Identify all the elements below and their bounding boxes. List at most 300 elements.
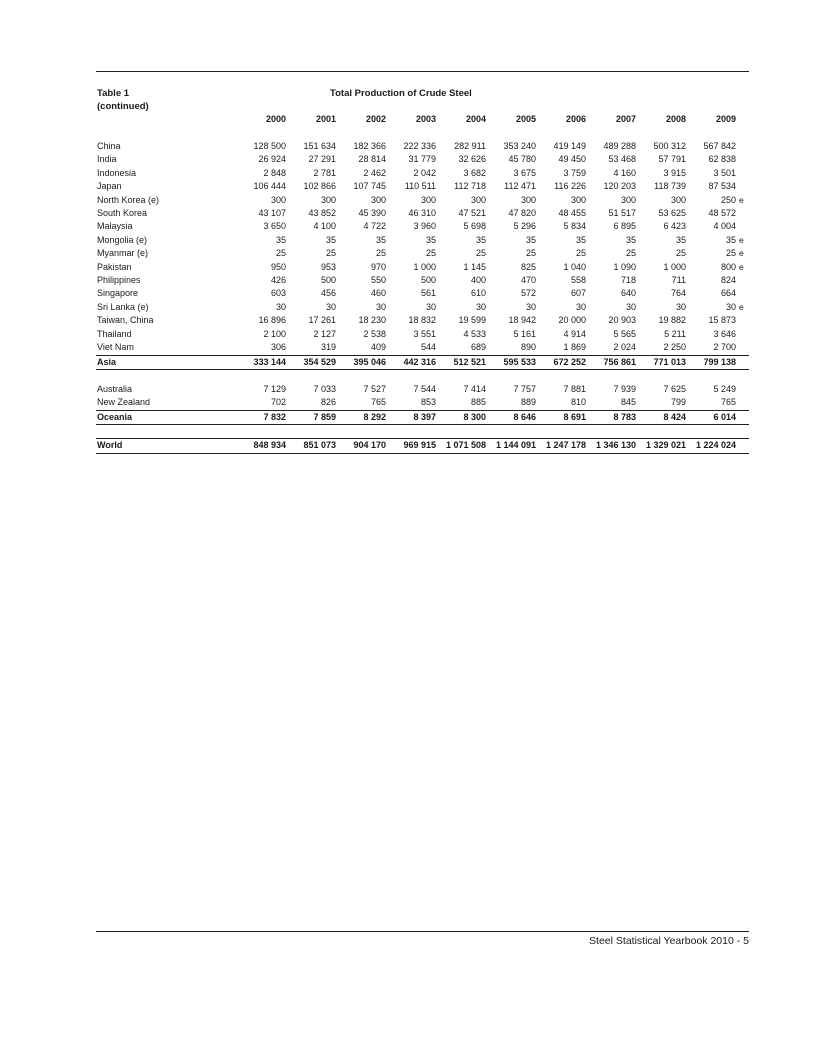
value-cell: 3 915	[663, 167, 686, 178]
value-cell: 689	[470, 342, 486, 353]
value-cell: 25	[625, 248, 636, 259]
value-cell: 4 100	[313, 221, 336, 232]
estimate-flag: e	[739, 248, 744, 259]
asia-total-row	[96, 355, 749, 369]
value-cell: 890	[520, 342, 536, 353]
table-row	[96, 301, 749, 314]
value-cell: 4 914	[563, 328, 586, 339]
value-cell: 456	[320, 288, 336, 299]
value-cell: 112 471	[504, 181, 536, 192]
year-header: 2008	[665, 114, 686, 124]
row-label: India	[97, 154, 117, 165]
year-header: 2007	[615, 114, 636, 124]
value-cell: 35	[325, 234, 336, 245]
value-cell: 550	[370, 275, 386, 286]
value-cell: 512 521	[436, 355, 486, 369]
flag-blank	[736, 220, 749, 233]
value-cell: 25	[275, 248, 286, 259]
value-cell: 2 848	[263, 167, 286, 178]
flag-blank	[736, 180, 749, 193]
value-cell: 30	[525, 301, 536, 312]
world-total-row	[96, 439, 749, 453]
value-cell: 306	[270, 342, 286, 353]
value-cell: 32 626	[458, 154, 486, 165]
value-cell: 35	[425, 234, 436, 245]
value-cell: 969 915	[386, 439, 436, 453]
value-cell: 4 722	[363, 221, 386, 232]
value-cell: 18 230	[358, 315, 386, 326]
value-cell: 20 903	[608, 315, 636, 326]
flag-blank	[736, 153, 749, 166]
value-cell: 48 455	[558, 208, 586, 219]
value-cell: 300	[320, 194, 336, 205]
value-cell: 610	[470, 288, 486, 299]
value-cell: 3 646	[713, 328, 736, 339]
value-cell: 2 781	[313, 167, 336, 178]
table-row	[96, 261, 749, 274]
value-cell: 7 757	[513, 383, 536, 394]
value-cell: 25	[725, 248, 736, 259]
value-cell: 25	[675, 248, 686, 259]
footer-rule	[96, 931, 749, 932]
value-cell: 35	[675, 234, 686, 245]
value-cell: 43 852	[308, 208, 336, 219]
value-cell: 118 739	[654, 181, 686, 192]
value-cell: 26 924	[258, 154, 286, 165]
table-row	[96, 247, 749, 260]
value-cell: 845	[620, 397, 636, 408]
value-cell: 35	[575, 234, 586, 245]
value-cell: 30	[275, 301, 286, 312]
value-cell: 419 149	[553, 141, 586, 151]
value-cell: 120 203	[603, 181, 636, 192]
value-cell: 2 250	[663, 342, 686, 353]
value-cell: 31 779	[408, 154, 436, 165]
value-cell: 8 646	[486, 410, 536, 424]
value-cell: 851 073	[286, 439, 336, 453]
value-cell: 48 572	[708, 208, 736, 219]
value-cell: 300	[520, 194, 536, 205]
value-cell: 333 144	[236, 355, 286, 369]
value-cell: 442 316	[386, 355, 436, 369]
value-cell: 7 625	[663, 383, 686, 394]
value-cell: 500	[420, 275, 436, 286]
value-cell: 30	[325, 301, 336, 312]
crude-steel-table	[96, 111, 749, 454]
spacer-row	[96, 369, 749, 383]
value-cell: 8 300	[436, 410, 486, 424]
row-label: Malaysia	[97, 221, 133, 232]
flag-blank	[736, 274, 749, 287]
value-cell: 8 691	[536, 410, 586, 424]
value-cell: 25	[325, 248, 336, 259]
value-cell: 640	[620, 288, 636, 299]
value-cell: 664	[720, 288, 736, 299]
flag-blank	[736, 410, 749, 424]
value-cell: 800	[720, 261, 736, 272]
value-cell: 62 838	[708, 154, 736, 165]
flag-blank	[736, 314, 749, 327]
table-title: Total Production of Crude Steel	[330, 88, 472, 99]
value-cell: 128 500	[253, 141, 286, 151]
value-cell: 30	[625, 301, 636, 312]
value-cell: 4 004	[713, 221, 736, 232]
value-cell: 300	[270, 194, 286, 205]
value-cell: 765	[370, 397, 386, 408]
flag-blank	[736, 383, 749, 396]
row-label: Myanmar (e)	[97, 248, 149, 259]
year-header: 2005	[515, 114, 536, 124]
value-cell: 46 310	[408, 208, 436, 219]
value-cell: 3 682	[463, 167, 486, 178]
table-row	[96, 180, 749, 193]
value-cell: 7 033	[313, 383, 336, 394]
value-cell: 25	[575, 248, 586, 259]
value-cell: 8 292	[336, 410, 386, 424]
flag-blank	[736, 396, 749, 410]
value-cell: 1 000	[663, 261, 686, 272]
value-cell: 970	[370, 261, 386, 272]
value-cell: 110 511	[404, 181, 436, 192]
value-cell: 282 911	[454, 141, 486, 151]
row-label: Japan	[97, 181, 122, 192]
value-cell: 3 551	[413, 328, 436, 339]
value-cell: 2 462	[363, 167, 386, 178]
value-cell: 3 501	[713, 167, 736, 178]
table-continued-note: (continued)	[97, 101, 149, 112]
table-row	[96, 341, 749, 355]
flag-blank	[736, 328, 749, 341]
value-cell: 2 127	[313, 328, 336, 339]
value-cell: 25	[425, 248, 436, 259]
header-blank	[96, 111, 236, 127]
value-cell: 500	[320, 275, 336, 286]
table-caption	[97, 87, 149, 113]
value-cell: 102 866	[303, 181, 336, 192]
flag-blank	[736, 355, 749, 369]
estimate-flag: e	[739, 301, 744, 312]
value-cell: 300	[570, 194, 586, 205]
value-cell: 764	[670, 288, 686, 299]
value-cell: 607	[570, 288, 586, 299]
spacer-cell	[96, 127, 749, 140]
table-row	[96, 314, 749, 327]
value-cell: 470	[520, 275, 536, 286]
value-cell: 25	[375, 248, 386, 259]
value-cell: 16 896	[258, 315, 286, 326]
value-cell: 595 533	[486, 355, 536, 369]
row-label: South Korea	[97, 208, 148, 219]
row-label: China	[97, 141, 121, 151]
value-cell: 45 390	[358, 208, 386, 219]
value-cell: 4 533	[463, 328, 486, 339]
value-cell: 4 160	[613, 167, 636, 178]
value-cell: 354 529	[286, 355, 336, 369]
spacer-row	[96, 127, 749, 140]
value-cell: 30	[675, 301, 686, 312]
value-cell: 489 288	[603, 141, 636, 151]
flag-blank	[736, 207, 749, 220]
year-header: 2002	[365, 114, 386, 124]
value-cell: 5 161	[513, 328, 536, 339]
row-label: World	[96, 439, 236, 453]
value-cell: 35	[375, 234, 386, 245]
value-cell: 25	[525, 248, 536, 259]
flag-blank	[736, 439, 749, 453]
value-cell: 1 040	[563, 261, 586, 272]
value-cell: 7 527	[363, 383, 386, 394]
year-header: 2004	[465, 114, 486, 124]
table-row	[96, 153, 749, 166]
value-cell: 151 634	[303, 141, 336, 151]
value-cell: 43 107	[258, 208, 286, 219]
table-row	[96, 167, 749, 180]
value-cell: 53 625	[658, 208, 686, 219]
value-cell: 825	[520, 261, 536, 272]
table-row	[96, 140, 749, 153]
value-cell: 953	[320, 261, 336, 272]
value-cell: 27 291	[308, 154, 336, 165]
row-label: Oceania	[96, 410, 236, 424]
value-cell: 8 397	[386, 410, 436, 424]
value-cell: 885	[470, 397, 486, 408]
value-cell: 2 538	[363, 328, 386, 339]
value-cell: 51 517	[608, 208, 636, 219]
value-cell: 950	[270, 261, 286, 272]
value-cell: 45 780	[508, 154, 536, 165]
value-cell: 87 534	[708, 181, 736, 192]
value-cell: 1 144 091	[486, 439, 536, 453]
value-cell: 8 424	[636, 410, 686, 424]
year-header-row	[96, 111, 749, 127]
value-cell: 409	[370, 342, 386, 353]
value-cell: 53 468	[608, 154, 636, 165]
value-cell: 6 423	[663, 221, 686, 232]
value-cell: 711	[671, 275, 686, 286]
row-label: Pakistan	[97, 261, 132, 272]
value-cell: 17 261	[308, 315, 336, 326]
value-cell: 116 226	[554, 181, 586, 192]
table-row	[96, 396, 749, 410]
row-label: Thailand	[97, 328, 132, 339]
value-cell: 7 129	[263, 383, 286, 394]
value-cell: 672 252	[536, 355, 586, 369]
year-header: 2009	[715, 114, 736, 124]
value-cell: 7 859	[286, 410, 336, 424]
value-cell: 904 170	[336, 439, 386, 453]
value-cell: 300	[370, 194, 386, 205]
table-row	[96, 194, 749, 207]
value-cell: 300	[420, 194, 436, 205]
value-cell: 222 336	[403, 141, 436, 151]
value-cell: 2 700	[713, 342, 736, 353]
value-cell: 2 024	[613, 342, 636, 353]
flag-blank	[736, 287, 749, 300]
value-cell: 30	[425, 301, 436, 312]
value-cell: 30	[725, 301, 736, 312]
value-cell: 15 873	[708, 315, 736, 326]
value-cell: 544	[420, 342, 436, 353]
value-cell: 824	[720, 275, 736, 286]
table-label: Table 1	[97, 88, 130, 99]
year-header: 2003	[415, 114, 436, 124]
value-cell: 500 312	[653, 141, 686, 151]
value-cell: 561	[420, 288, 436, 299]
value-cell: 848 934	[236, 439, 286, 453]
value-cell: 7 544	[413, 383, 436, 394]
value-cell: 300	[470, 194, 486, 205]
row-label: Australia	[97, 383, 133, 394]
row-label: Mongolia (e)	[97, 234, 148, 245]
value-cell: 18 942	[508, 315, 536, 326]
row-label: North Korea (e)	[97, 194, 160, 205]
value-cell: 756 861	[586, 355, 636, 369]
value-cell: 28 814	[358, 154, 386, 165]
value-cell: 460	[370, 288, 386, 299]
oceania-total-row	[96, 410, 749, 424]
flag-blank	[736, 167, 749, 180]
value-cell: 6 014	[686, 410, 736, 424]
table-row	[96, 274, 749, 287]
value-cell: 1 145	[463, 261, 486, 272]
value-cell: 106 444	[253, 181, 286, 192]
value-cell: 771 013	[636, 355, 686, 369]
value-cell: 1 224 024	[686, 439, 736, 453]
row-label: Indonesia	[97, 167, 137, 178]
value-cell: 5 296	[513, 221, 536, 232]
value-cell: 25	[475, 248, 486, 259]
value-cell: 30	[475, 301, 486, 312]
value-cell: 5 249	[713, 383, 736, 394]
value-cell: 765	[720, 397, 736, 408]
value-cell: 2 100	[263, 328, 286, 339]
estimate-flag: e	[739, 261, 744, 272]
estimate-flag: e	[739, 194, 744, 205]
value-cell: 47 820	[508, 208, 536, 219]
value-cell: 3 650	[263, 221, 286, 232]
row-label: Asia	[96, 355, 236, 369]
value-cell: 3 675	[513, 167, 536, 178]
flag-blank	[736, 341, 749, 355]
value-cell: 2 042	[413, 167, 436, 178]
value-cell: 20 000	[558, 315, 586, 326]
spacer-cell	[96, 369, 749, 383]
row-label: Singapore	[97, 288, 139, 299]
flag-blank	[736, 140, 749, 153]
value-cell: 572	[520, 288, 536, 299]
value-cell: 49 450	[558, 154, 586, 165]
value-cell: 426	[270, 275, 286, 286]
value-cell: 603	[270, 288, 286, 299]
value-cell: 182 366	[353, 141, 386, 151]
row-label: New Zealand	[97, 397, 151, 408]
value-cell: 8 783	[586, 410, 636, 424]
value-cell: 889	[520, 397, 536, 408]
value-cell: 5 698	[463, 221, 486, 232]
value-cell: 30	[375, 301, 386, 312]
value-cell: 558	[570, 275, 586, 286]
value-cell: 353 240	[503, 141, 536, 151]
table-row	[96, 383, 749, 396]
value-cell: 1 247 178	[536, 439, 586, 453]
value-cell: 7 414	[463, 383, 486, 394]
table-row	[96, 328, 749, 341]
value-cell: 5 565	[613, 328, 636, 339]
value-cell: 1 071 508	[436, 439, 486, 453]
value-cell: 810	[570, 397, 586, 408]
value-cell: 799	[670, 397, 686, 408]
value-cell: 1 090	[613, 261, 636, 272]
table-row	[96, 220, 749, 233]
value-cell: 319	[320, 342, 336, 353]
value-cell: 300	[620, 194, 636, 205]
row-label: Viet Nam	[97, 342, 134, 353]
value-cell: 7 881	[563, 383, 586, 394]
value-cell: 107 745	[353, 181, 386, 192]
year-header: 2006	[565, 114, 586, 124]
value-cell: 300	[670, 194, 686, 205]
value-cell: 853	[420, 397, 436, 408]
value-cell: 7 832	[236, 410, 286, 424]
value-cell: 19 882	[658, 315, 686, 326]
value-cell: 47 521	[458, 208, 486, 219]
value-cell: 35	[475, 234, 486, 245]
row-label: Taiwan, China	[97, 315, 154, 326]
value-cell: 112 718	[454, 181, 486, 192]
top-rule	[96, 71, 749, 72]
value-cell: 3 960	[413, 221, 436, 232]
row-label: Philippines	[97, 275, 141, 286]
table-body	[96, 127, 749, 453]
value-cell: 19 599	[458, 315, 486, 326]
value-cell: 57 791	[658, 154, 686, 165]
value-cell: 30	[575, 301, 586, 312]
value-cell: 400	[470, 275, 486, 286]
estimate-flag: e	[739, 234, 744, 245]
value-cell: 826	[320, 397, 336, 408]
value-cell: 718	[620, 275, 636, 286]
value-cell: 799 138	[686, 355, 736, 369]
spacer-cell	[96, 425, 749, 439]
value-cell: 250	[720, 194, 736, 205]
value-cell: 35	[275, 234, 286, 245]
header-flag-blank	[736, 111, 749, 127]
value-cell: 7 939	[613, 383, 636, 394]
value-cell: 1 000	[413, 261, 436, 272]
table-row	[96, 234, 749, 247]
value-cell: 395 046	[336, 355, 386, 369]
value-cell: 6 895	[613, 221, 636, 232]
value-cell: 35	[625, 234, 636, 245]
table-row	[96, 287, 749, 300]
page-footer: Steel Statistical Yearbook 2010 - 5	[589, 935, 749, 947]
value-cell: 5 834	[563, 221, 586, 232]
value-cell: 702	[270, 397, 286, 408]
value-cell: 5 211	[664, 328, 686, 339]
spacer-row	[96, 425, 749, 439]
table-row	[96, 207, 749, 220]
value-cell: 18 832	[408, 315, 436, 326]
value-cell: 35	[525, 234, 536, 245]
value-cell: 3 759	[563, 167, 586, 178]
value-cell: 1 346 130	[586, 439, 636, 453]
year-header: 2001	[315, 114, 336, 124]
year-header: 2000	[265, 114, 286, 124]
value-cell: 35	[725, 234, 736, 245]
row-label: Sri Lanka (e)	[97, 301, 149, 312]
value-cell: 1 329 021	[636, 439, 686, 453]
value-cell: 567 842	[703, 141, 736, 151]
